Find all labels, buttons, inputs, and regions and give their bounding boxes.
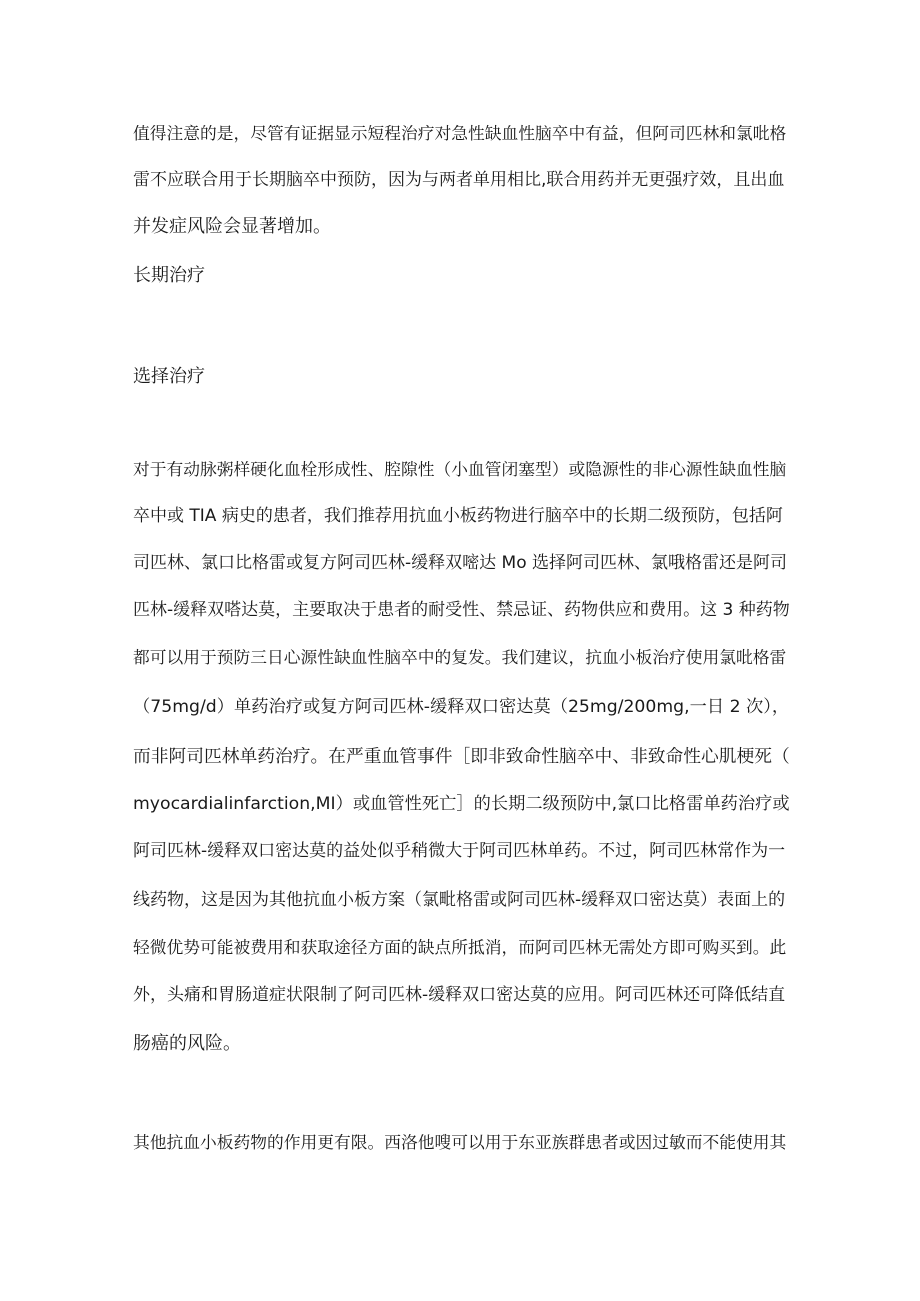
- paragraph-1-line-3: 并发症风险会显著增加。: [133, 216, 331, 237]
- paragraph-3-line-1: 其他抗血小板药物的作用更有限。西洛他嗖可以用于东亚族群患者或因过敏而不能使用其: [133, 1132, 787, 1152]
- paragraph-2-line-11: 轻微优势可能被费用和获取途径方面的缺点所抵消，而阿司匹林无需处方即可购买到。此: [133, 937, 787, 957]
- paragraph-1-line-1: 值得注意的是，尽管有证据显示短程治疗对急性缺血性脑卒中有益，但阿司匹林和氯吡格: [133, 123, 787, 143]
- paragraph-2-line-2: 卒中或 TIA 病史的患者，我们推荐用抗血小板药物进行脑卒中的长期二级预防，包括阿: [133, 506, 783, 526]
- paragraph-1-line-2: 雷不应联合用于长期脑卒中预防，因为与两者单用相比,联合用药并无更强疗效，且出血: [133, 170, 785, 190]
- heading-selection-treatment: 选择治疗: [133, 366, 205, 387]
- paragraph-2-line-6: （75mg∕d）单药治疗或复方阿司匹林-缓释双口密达莫（25mg∕200mg,一日 2 次），: [133, 697, 790, 717]
- paragraph-2-line-1: 对于有动脉粥样硬化血栓形成性、腔隙性（小血管闭塞型）或隐源性的非心源性缺血性脑: [133, 459, 787, 479]
- paragraph-2-line-3: 司匹林、氯口比格雷或复方阿司匹林-缓释双嘧达 Mo 选择阿司匹林、氯哦格雷还是阿司: [133, 553, 788, 573]
- paragraph-2-line-12: 外，头痛和胃肠道症状限制了阿司匹林-缓释双口密达莫的应用。阿司匹林还可降低结直: [133, 985, 786, 1005]
- paragraph-2-line-13: 肠癌的风险。: [133, 1033, 241, 1054]
- paragraph-2-line-10: 线药物，这是因为其他抗血小板方案（氯毗格雷或阿司匹林-缓释双口密达莫）表面上的: [133, 890, 786, 910]
- paragraph-2-line-7: 而非阿司匹林单药治疗。在严重血管事件［即非致命性脑卒中、非致命性心肌梗死（: [133, 747, 790, 767]
- paragraph-2-line-4: 匹林-缓释双嗒达莫，主要取决于患者的耐受性、禁忌证、药物供应和费用。这 3 种药物: [133, 600, 790, 620]
- paragraph-2-line-9: 阿司匹林-缓释双口密达莫的益处似乎稍微大于阿司匹林单药。不过，阿司匹林常作为一: [133, 841, 786, 861]
- paragraph-2-line-5: 都可以用于预防三日心源性缺血性脑卒中的复发。我们建议，抗血小板治疗使用氯吡格雷: [133, 647, 787, 667]
- heading-long-term-treatment: 长期治疗: [133, 265, 205, 286]
- paragraph-2-line-8: myocardialinfarction,MI）或血管性死亡］的长期二级预防中,氯口比格雷单药治疗或: [133, 794, 790, 814]
